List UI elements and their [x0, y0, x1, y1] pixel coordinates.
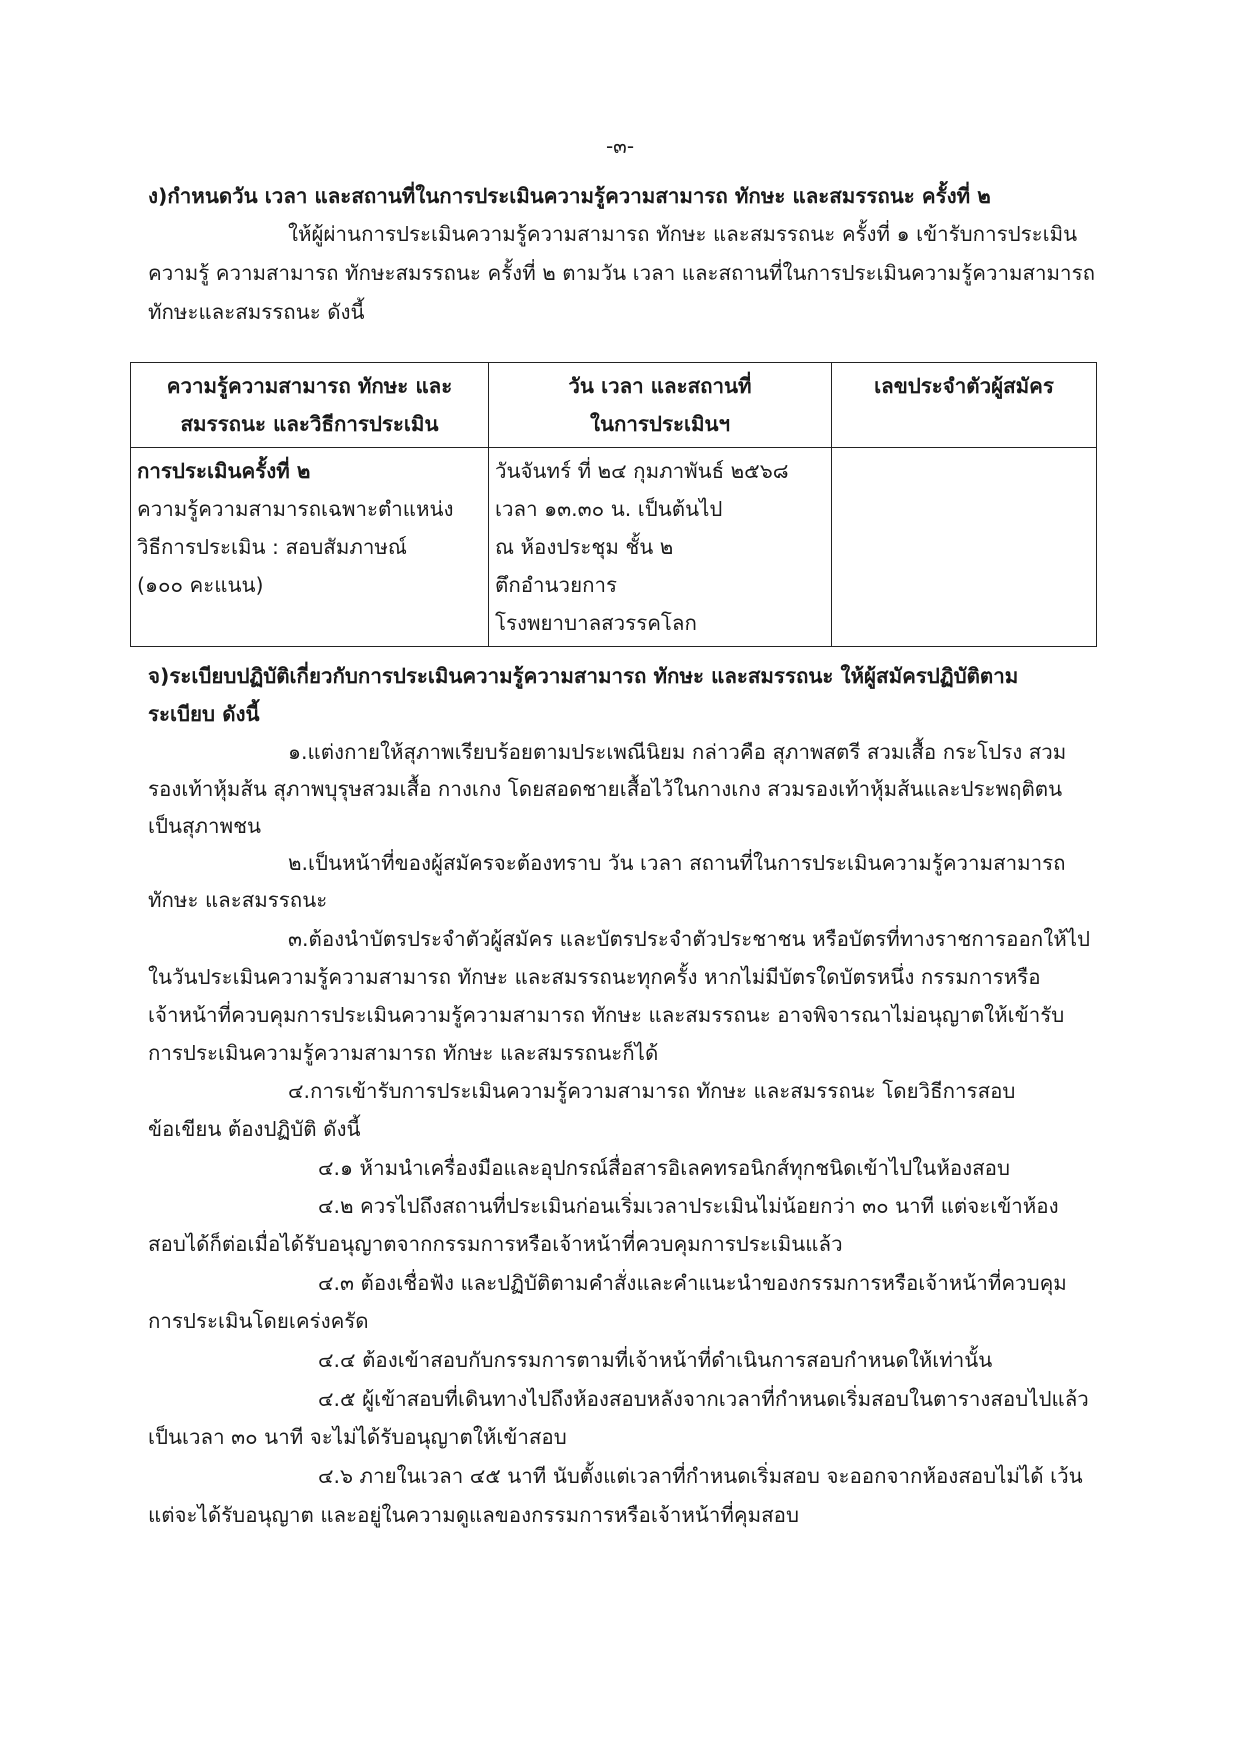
section-d-para-line: ทักษะและสมรรถนะ ดังนี้ — [148, 300, 365, 324]
rule-line: ในวันประเมินความรู้ความสามารถ ทักษะ และสมรรถนะทุกครั้ง หากไม่มีบัตรใดบัตรหนึ่ง กรรมการหรือ — [148, 965, 1041, 989]
assessment-title: การประเมินครั้งที่ ๒ — [137, 459, 311, 483]
rule-line: ๔.๒ ควรไปถึงสถานที่ประเมินก่อนเริ่มเวลาประเมินไม่น้อยกว่า ๓๐ นาที แต่จะเข้าห้อง — [318, 1194, 1059, 1218]
rule-line: เป็นสุภาพชน — [148, 814, 262, 838]
cell-criteria: การประเมินครั้งที่ ๒ ความรู้ความสามารถเฉพาะตำแหน่ง วิธีการประเมิน : สอบสัมภาษณ์ (๑๐๐ คะแนน) — [131, 448, 489, 647]
rule-line: ๔.๖ ภายในเวลา ๔๕ นาที นับตั้งแต่เวลาที่กำหนดเริ่มสอบ จะออกจากห้องสอบไม่ได้ เว้น — [318, 1464, 1083, 1488]
table-row — [131, 448, 1097, 647]
rule-line: รองเท้าหุ้มส้น สุภาพบุรุษสวมเสื้อ กางเกง โดยสอดชายเสื้อไว้ในกางเกง สวมรองเท้าหุ้มส้นและประพฤติตน — [148, 777, 1063, 801]
section-d-heading: ง)กำหนดวัน เวลา และสถานที่ในการประเมินความรู้ความสามารถ ทักษะ และสมรรถนะ ครั้งที่ ๒ — [148, 184, 991, 208]
rule-line: ๒.เป็นหน้าที่ของผู้สมัครจะต้องทราบ วัน เวลา สถานที่ในการประเมินความรู้ความสามารถ — [288, 851, 1066, 875]
rule-line: ๔.๔ ต้องเข้าสอบกับกรรมการตามที่เจ้าหน้าที่ดำเนินการสอบกำหนดให้เท่านั้น — [318, 1348, 993, 1372]
section-d-para-line: ความรู้ ความสามารถ ทักษะสมรรถนะ ครั้งที่ ๒ ตามวัน เวลา และสถานที่ในการประเมินความรู้ความสามารถ — [148, 261, 1095, 285]
header-date-place: วัน เวลา และสถานที่ ในการประเมินฯ — [489, 363, 832, 448]
rule-line: แต่จะได้รับอนุญาต และอยู่ในความดูแลของกรรมการหรือเจ้าหน้าที่คุมสอบ — [148, 1503, 799, 1527]
cell-date-place: วันจันทร์ ที่ ๒๔ กุมภาพันธ์ ๒๕๖๘ เวลา ๑๓.๓๐ น. เป็นต้นไป ณ ห้องประชุม ชั้น ๒ ตึกอำนวยการ โรงพยาบาลสวรรคโลก — [489, 448, 832, 647]
section-e-heading: จ)ระเบียบปฏิบัติเกี่ยวกับการประเมินความรู้ความสามารถ ทักษะ และสมรรถนะ ให้ผู้สมัครปฏิบัติตาม — [148, 664, 1019, 688]
rule-line: ๔.๓ ต้องเชื่อฟัง และปฏิบัติตามคำสั่งและคำแนะนำของกรรมการหรือเจ้าหน้าที่ควบคุม — [318, 1271, 1067, 1295]
rule-line: ๔.๑ ห้ามนำเครื่องมือและอุปกรณ์สื่อสารอิเลคทรอนิกส์ทุกชนิดเข้าไปในห้องสอบ — [318, 1156, 1010, 1180]
rule-line: ทักษะ และสมรรถนะ — [148, 888, 328, 912]
section-e-heading-cont: ระเบียบ ดังนี้ — [148, 702, 260, 726]
rule-line: สอบได้ก็ต่อเมื่อได้รับอนุญาตจากกรรมการหรือเจ้าหน้าที่ควบคุมการประเมินแล้ว — [148, 1232, 843, 1256]
section-d-para-line: ให้ผู้ผ่านการประเมินความรู้ความสามารถ ทักษะ และสมรรถนะ ครั้งที่ ๑ เข้ารับการประเมิน — [288, 222, 1078, 246]
rule-line: ๔.๕ ผู้เข้าสอบที่เดินทางไปถึงห้องสอบหลังจากเวลาที่กำหนดเริ่มสอบในตารางสอบไปแล้ว — [318, 1387, 1089, 1411]
cell-applicant-id — [832, 448, 1097, 647]
header-applicant-id: เลขประจำตัวผู้สมัคร — [832, 363, 1097, 448]
schedule-table — [130, 362, 1097, 647]
header-criteria: ความรู้ความสามารถ ทักษะ และ สมรรถนะ และวิธีการประเมิน — [131, 363, 489, 448]
rule-line: การประเมินโดยเคร่งครัด — [148, 1309, 369, 1333]
rule-line: ๔.การเข้ารับการประเมินความรู้ความสามารถ ทักษะ และสมรรถนะ โดยวิธีการสอบ — [288, 1079, 1016, 1103]
rule-line: ๑.แต่งกายให้สุภาพเรียบร้อยตามประเพณีนิยม กล่าวคือ สุภาพสตรี สวมเสื้อ กระโปรง สวม — [288, 740, 1067, 764]
rule-line: เป็นเวลา ๓๐ นาที จะไม่ได้รับอนุญาตให้เข้าสอบ — [148, 1425, 567, 1449]
rule-line: เจ้าหน้าที่ควบคุมการประเมินความรู้ความสามารถ ทักษะ และสมรรถนะ อาจพิจารณาไม่อนุญาตให้เข้ารับ — [148, 1003, 1065, 1027]
rule-line: ข้อเขียน ต้องปฏิบัติ ดังนี้ — [148, 1117, 361, 1141]
page-number: -๓- — [605, 134, 635, 158]
rule-line: การประเมินความรู้ความสามารถ ทักษะ และสมรรถนะก็ได้ — [148, 1041, 659, 1065]
table-header-row — [131, 363, 1097, 448]
rule-line: ๓.ต้องนำบัตรประจำตัวผู้สมัคร และบัตรประจำตัวประชาชน หรือบัตรที่ทางราชการออกให้ไป — [288, 927, 1091, 951]
